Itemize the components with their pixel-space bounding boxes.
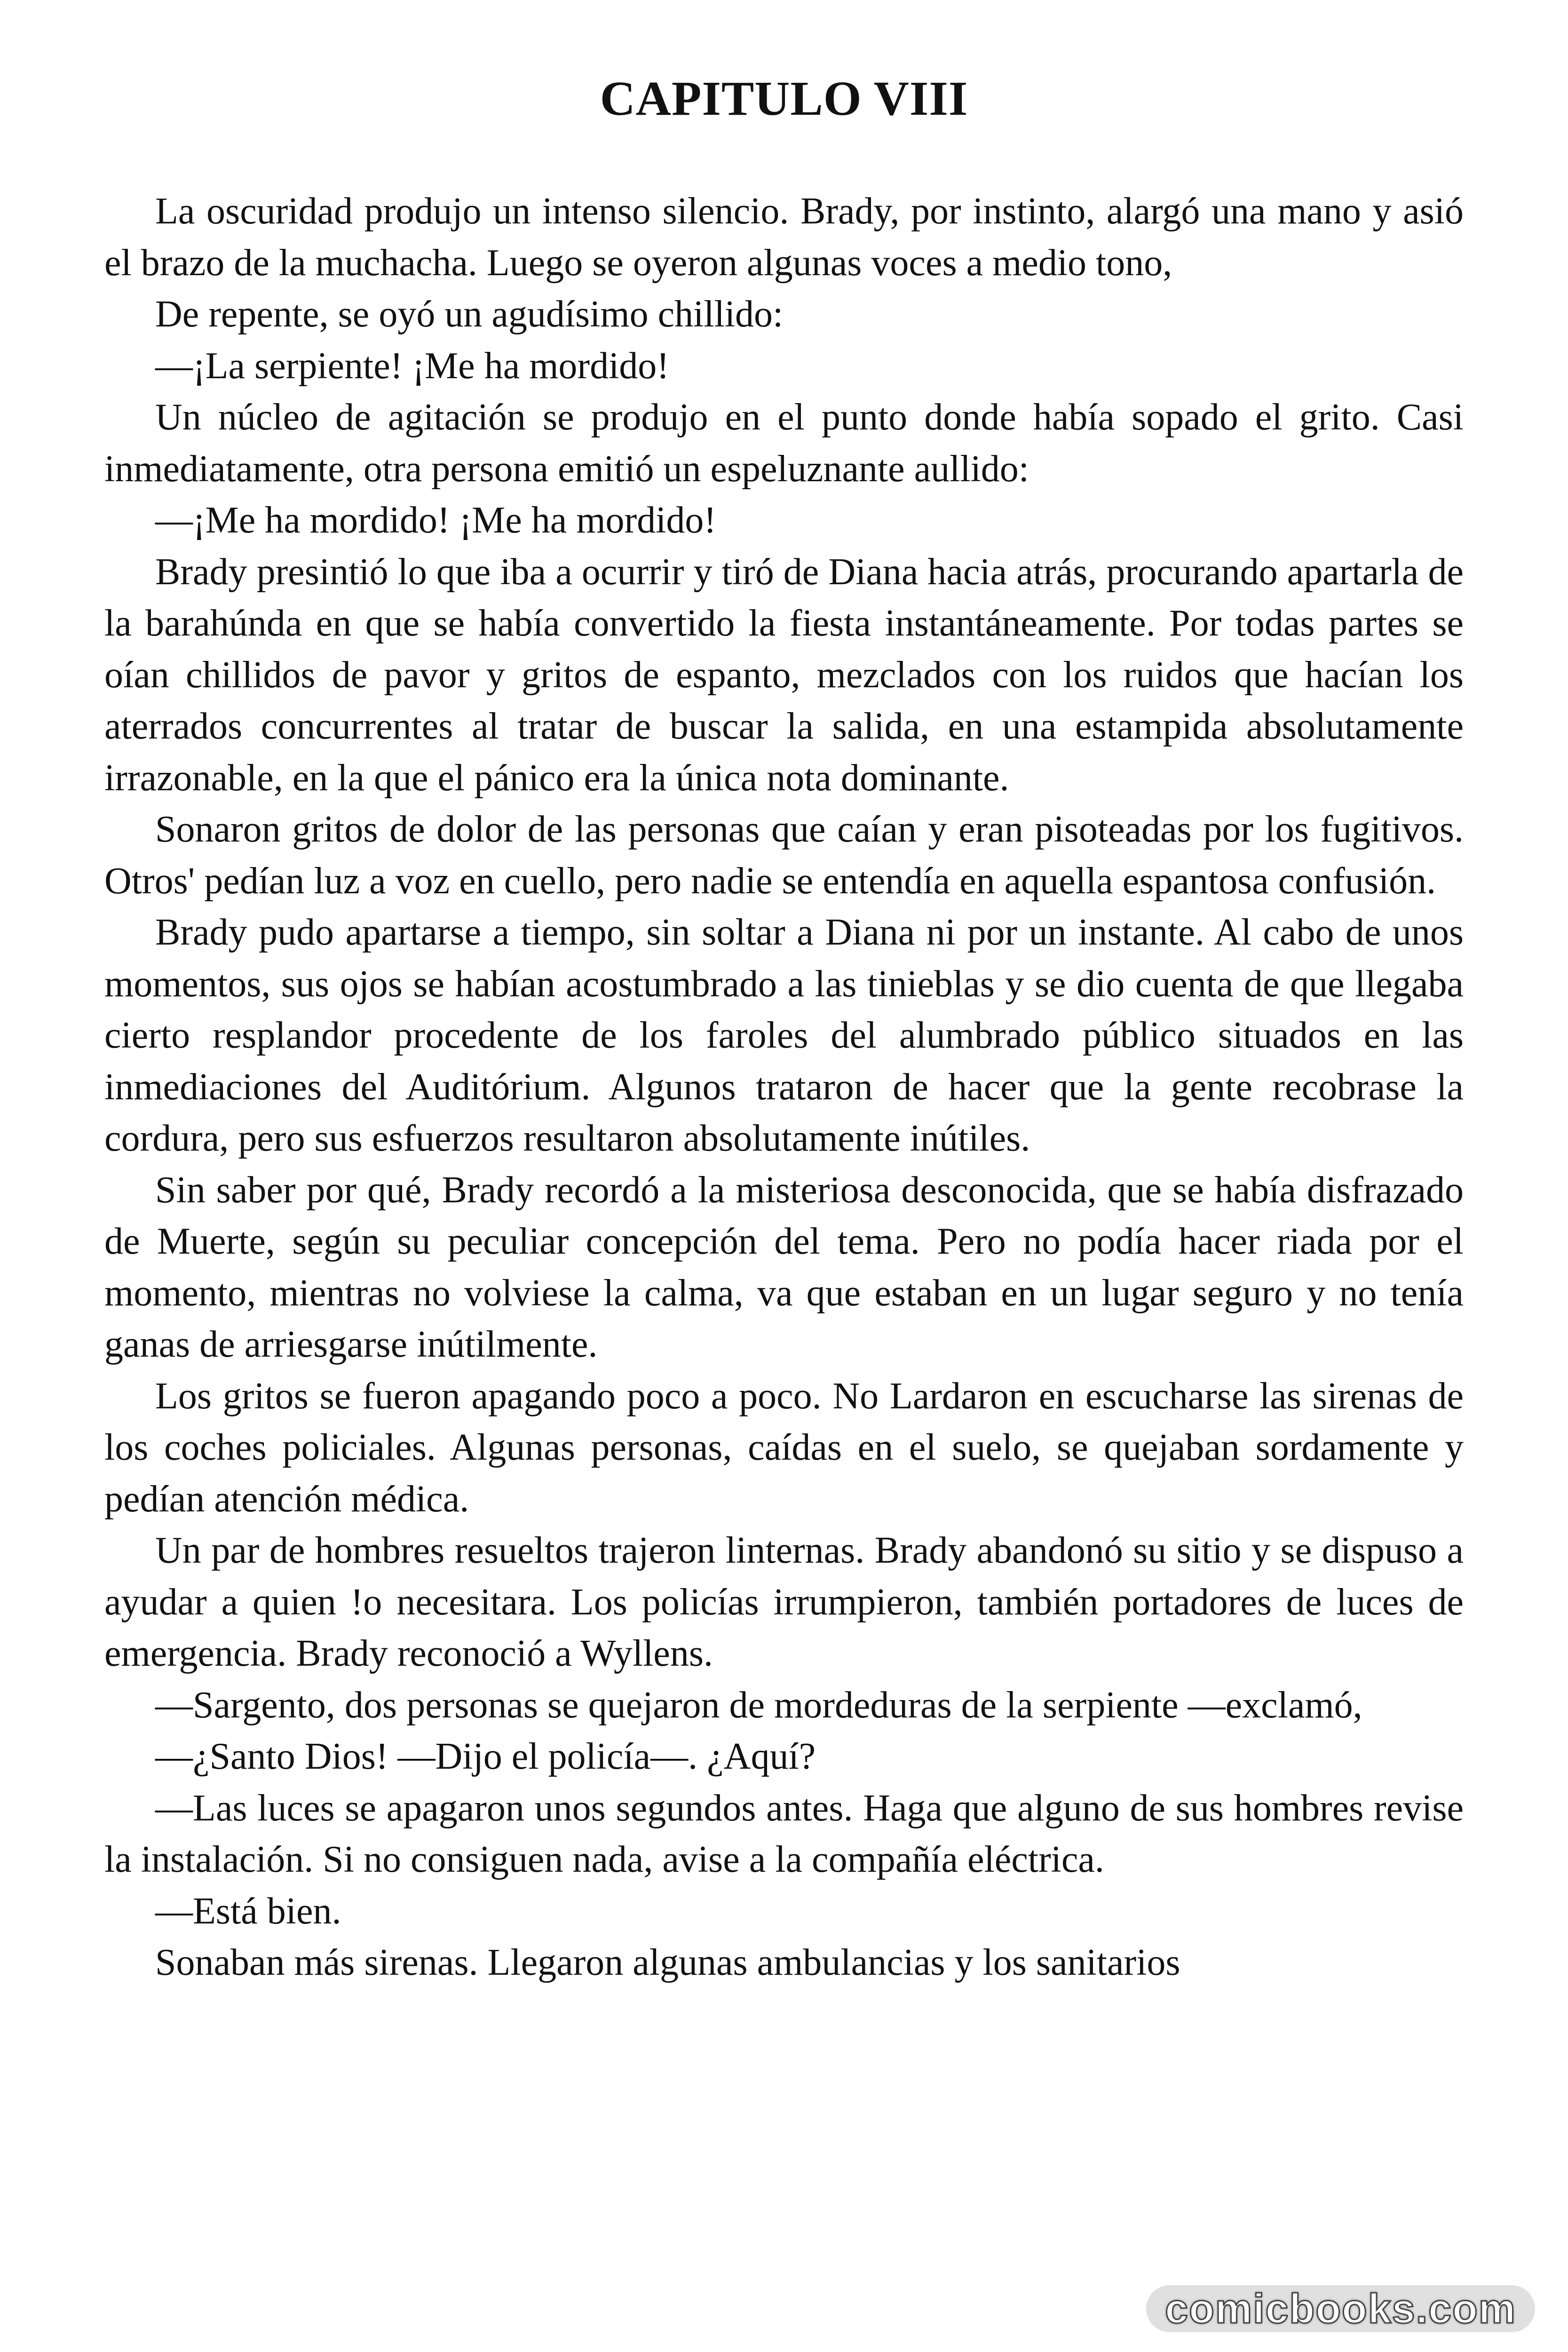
paragraph: —¡Me ha mordido! ¡Me ha mordido! xyxy=(155,500,717,541)
paragraph: —¡La serpiente! ¡Me ha mordido! xyxy=(155,345,669,387)
chapter-title: CAPITULO VIII xyxy=(600,72,968,126)
paragraph: —Sargento, dos personas se quejaron de mordeduras de la serpiente —exclamó, xyxy=(155,1684,1362,1726)
watermark-logo: comicbooks.com xyxy=(1146,2285,1535,2332)
paragraph: Los gritos se fueron apagando poco a poco. No Lardaron en escucharse las sirenas de los coches policiales. Algunas personas, caídas en el suelo, se quejaban sordamente y pedían atención médica. xyxy=(104,1375,1464,1520)
paragraph: —Está bien. xyxy=(155,1890,341,1932)
paragraph: Sonaban más sirenas. Llegaron algunas ambulancias y los sanitarios xyxy=(155,1942,1180,1983)
paragraph: —Las luces se apagaron unos segundos antes. Haga que alguno de sus hombres revise la instalación. Si no consiguen nada, avise a la compañía eléctrica. xyxy=(104,1787,1464,1880)
paragraph: La oscuridad produjo un intenso silencio. Brady, por instinto, alargó una mano y asió el brazo de la muchacha. Luego se oyeron algunas voces a medio tono, xyxy=(104,191,1464,284)
paragraph: Brady pudo apartarse a tiempo, sin soltar a Diana ni por un instante. Al cabo de unos momentos, sus ojos se habían acostumbrado a las tinieblas y se dio cuenta de que llegaba cierto resplandor procedente de los faroles del alumbrado público situados en las inmediaciones del Auditórium. Algunos trataron de hacer que la gente recobrase la cordura, pero sus esfuerzos resultaron absolutamente inútiles. xyxy=(104,912,1464,1159)
paragraph: Sonaron gritos de dolor de las personas que caían y eran pisoteadas por los fugitivos. Otros' pedían luz a voz en cuello, pero nadie se entendía en aquella espantosa confusión. xyxy=(104,809,1464,902)
paragraph: Un núcleo de agitación se produjo en el punto donde había sopado el grito. Casi inmediatamente, otra persona emitió un espeluznante aullido: xyxy=(104,397,1464,490)
paragraph: —¿Santo Dios! —Dijo el policía—. ¿Aquí? xyxy=(155,1736,816,1777)
paragraph: De repente, se oyó un agudísimo chillido: xyxy=(155,294,784,335)
chapter-text xyxy=(104,186,1464,1989)
paragraph: Sin saber por qué, Brady recordó a la misteriosa desconocida, que se había disfrazado de Muerte, según su peculiar concepción del tema. Pero no podía hacer riada por el momento, mientras no volviese la calma, va que estaban en un lugar seguro y no tenía ganas de arriesgarse inútilmente. xyxy=(104,1169,1464,1365)
paragraph: Brady presintió lo que iba a ocurrir y tiró de Diana hacia atrás, procurando apartarla de la barahúnda en que se había convertido la fiesta instantáneamente. Por todas partes se oían chillidos de pavor y gritos de espanto, mezclados con los ruidos que hacían los aterrados concurrentes al tratar de buscar la salida, en una estampida absolutamente irrazonable, en la que el pánico era la única nota dominante. xyxy=(104,551,1464,799)
paragraph: Un par de hombres resueltos trajeron linternas. Brady abandonó su sitio y se dispuso a ayudar a quien !o necesitara. Los policías irrumpieron, también portadores de luces de emergencia. Brady reconoció a Wyllens. xyxy=(104,1530,1464,1674)
